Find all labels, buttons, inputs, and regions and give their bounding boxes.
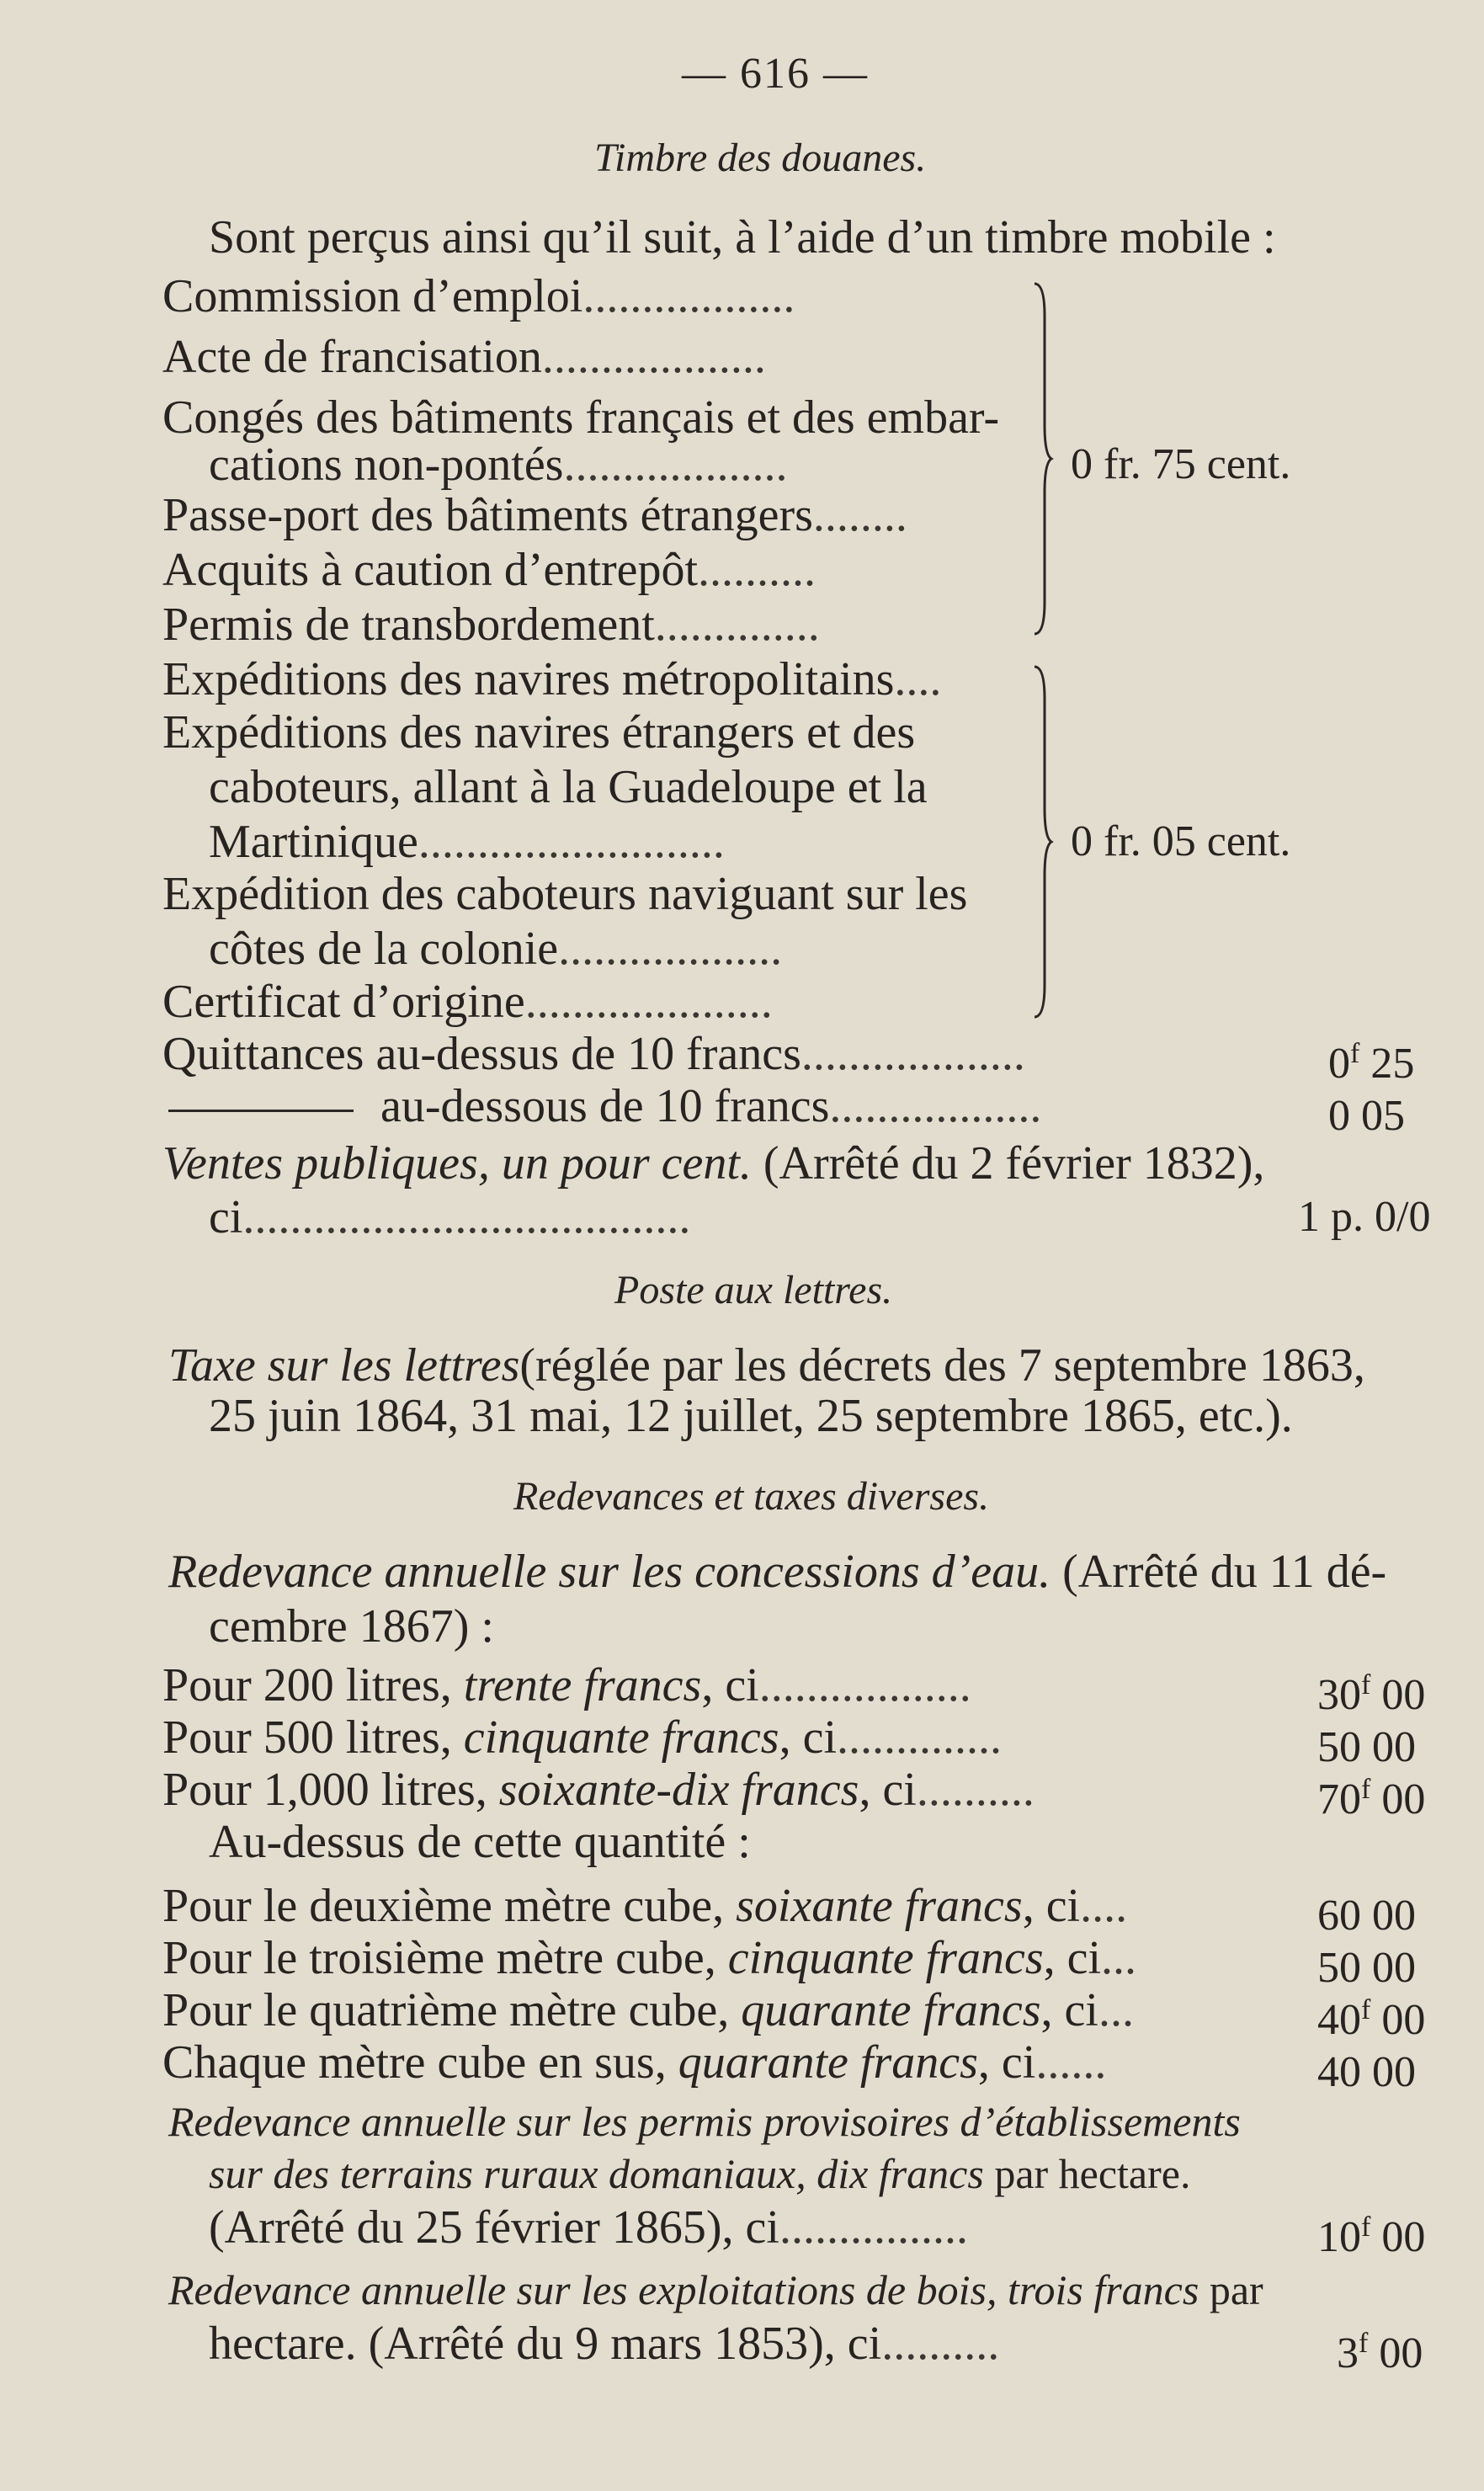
intro-line: Sont perçus ainsi qu’il suit, à l’aide d’un timbre mobile : (209, 211, 1276, 263)
taxe-line2: 25 juin 1864, 31 mai, 12 juillet, 25 septembre 1865, etc.). (209, 1390, 1293, 1442)
list-item: cations non-pontés................... (209, 439, 788, 491)
quittance-value: 0 05 (1328, 1092, 1405, 1140)
eau-row: Pour 500 litres, cinquante francs, ci.............. (162, 1711, 1003, 1764)
ventes-value: 1 p. 0/0 (1298, 1193, 1431, 1241)
eau-line1: Redevance annuelle sur les concessions d’eau. (Arrêté du 11 dé- (168, 1546, 1387, 1598)
amount-group1: 0 fr. 75 cent. (1071, 440, 1291, 488)
page-number: — 616 — (682, 50, 869, 98)
au-dessus-line: Au-dessus de cette quantité : (209, 1816, 751, 1868)
quittance-row: Quittances au-dessus de 10 francs................... (162, 1028, 1025, 1080)
list-item: Acte de francisation................... (162, 331, 766, 383)
list-item: Commission d’emploi.................. (162, 270, 795, 322)
list-item: Expédition des caboteurs naviguant sur les (162, 868, 968, 920)
permis-value: 10$^f$ 00 (1317, 2212, 1426, 2261)
list-item: Passe-port des bâtiments étrangers........ (162, 489, 907, 541)
list-item: Certificat d’origine..................... (162, 976, 773, 1028)
ventes-line1: Ventes publiques, un pour cent. (Arrêté du 2 février 1832), (162, 1137, 1265, 1190)
bois-value: 3$^f$ 00 (1337, 2328, 1423, 2377)
bois-line1: Redevance annuelle sur les exploitations de bois, trois francs par (168, 2266, 1263, 2313)
quittance-row: au-dessous de 10 francs.................. (380, 1080, 1042, 1132)
permis-line2: sur des terrains ruraux domaniaux, dix francs par hectare. (209, 2150, 1191, 2197)
heading-redevances: Redevances et taxes diverses. (513, 1474, 990, 1519)
metre-row: Pour le troisième mètre cube, cinquante francs, ci... (162, 1932, 1137, 1984)
metre-row: Pour le deuxième mètre cube, soixante francs, ci.... (162, 1880, 1128, 1932)
metre-value: 40$^f$ 00 (1317, 1994, 1426, 2044)
eau-line2: cembre 1867) : (209, 1600, 494, 1653)
ventes-line2: ci...................................... (209, 1191, 691, 1243)
bois-line2: hectare. (Arrêté du 9 mars 1853), ci.......... (209, 2318, 1000, 2370)
list-item: Expéditions des navires étrangers et des (162, 706, 916, 758)
permis-line3: (Arrêté du 25 février 1865), ci................ (209, 2201, 968, 2254)
eau-value: 50 00 (1317, 1723, 1416, 1771)
list-item: caboteurs, allant à la Guadeloupe et la (209, 761, 928, 813)
metre-value: 60 00 (1317, 1892, 1416, 1940)
heading-timbre: Timbre des douanes. (594, 136, 927, 180)
eau-row: Pour 200 litres, trente francs, ci.................. (162, 1659, 971, 1711)
list-item: Martinique.......................... (209, 816, 725, 868)
list-item: Permis de transbordement.............. (162, 599, 820, 651)
metre-value: 50 00 (1317, 1944, 1416, 1992)
permis-line1: Redevance annuelle sur les permis provisoires d’établissements (168, 2098, 1241, 2145)
eau-row: Pour 1,000 litres, soixante-dix francs, ci.......... (162, 1764, 1035, 1816)
amount-group2: 0 fr. 05 cent. (1071, 817, 1291, 865)
eau-value: 70$^f$ 00 (1317, 1774, 1426, 1823)
list-item: Acquits à caution d’entrepôt.......... (162, 544, 816, 596)
quittance-value: 0$^f$ 25 (1328, 1038, 1415, 1088)
taxe-line1: Taxe sur les lettres(réglée par les décrets des 7 septembre 1863, (168, 1339, 1365, 1392)
metre-value: 40 00 (1317, 2048, 1416, 2096)
brace-group2 (1023, 665, 1056, 1019)
ditto-rule (168, 1110, 354, 1112)
heading-poste: Poste aux lettres. (614, 1268, 893, 1312)
list-item: côtes de la colonie................... (209, 923, 783, 975)
metre-row: Pour le quatrième mètre cube, quarante francs, ci... (162, 1984, 1134, 2036)
list-item: Congés des bâtiments français et des embar- (162, 391, 1000, 444)
brace-group1 (1023, 282, 1056, 636)
list-item: Expéditions des navires métropolitains.... (162, 653, 942, 705)
eau-value: 30$^f$ 00 (1317, 1669, 1426, 1719)
metre-row: Chaque mètre cube en sus, quarante francs, ci...... (162, 2036, 1107, 2089)
